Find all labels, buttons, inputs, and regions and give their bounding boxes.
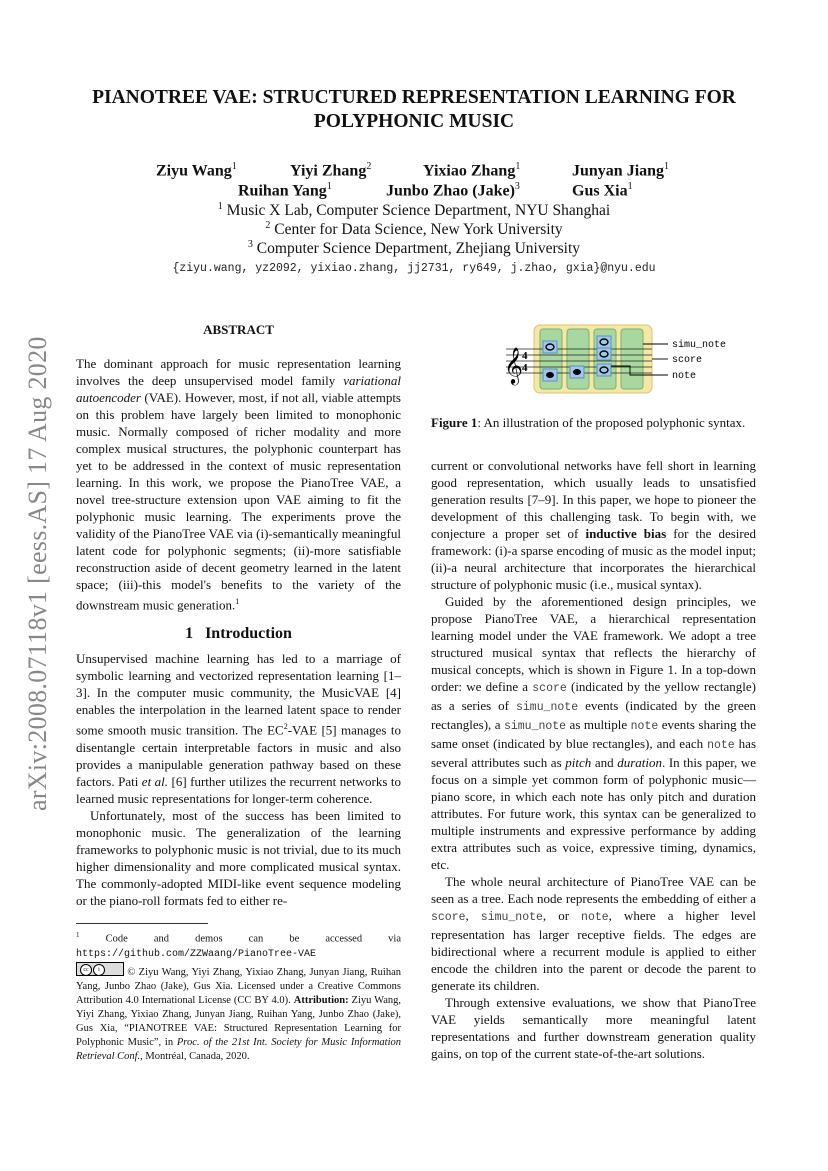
author: Gus Xia$^1$ [572, 181, 633, 200]
note-rect [597, 336, 611, 348]
cc-by-badge [76, 962, 124, 976]
right-paragraph-2: Guided by the aforementioned design principles, we propose PianoTree VAE, a hierarchical representation learning model under the VAE framework. We adopt a tree structured musical syntax that reflects the hierarchy of musical concepts, which is shown in Figure 1. In a top-down order: we define a score (indicated by the yellow rectangle) as a series of simu_note events (indicated by the green rectangles), a simu_note as multiple note events sharing the same onset (indicated by blue rectangles), and each note has several attributes such as pitch and duration. In this paper, we focus on a simple yet common form of polyphonic music—piano score, in which each note has only pitch and duration attributes. For future work, this syntax can be generalized to multiple instruments and expressive performance by adding extra attributes such as voice, expressive timing, dynamics, etc. [431, 594, 757, 872]
note-rect [597, 364, 611, 376]
treble-clef-icon: 𝄞 [504, 346, 523, 384]
score-label: score [672, 355, 703, 366]
footnote-rule [76, 923, 208, 924]
intro-paragraph-2: Unfortunately, most of the success has been limited to monophonic music. The generalization of the learning frameworks to polyphonic music is not trivial, due to its much higher dimensionality and more complicated musical syntax. The commonly-adopted MIDI-like event sequence modeling or the piano-roll formats fed to either re- [76, 807, 401, 908]
time-signature-bottom: 4 [522, 362, 528, 374]
title-line-1: PIANOTREE VAE: STRUCTURED REPRESENTATION LEARNING FOR [92, 87, 736, 108]
simu-note-label: simu_note [672, 340, 727, 351]
figure-caption: Figure 1: An illustration of the proposed polyphonic syntax. [431, 415, 746, 430]
time-signature-top: 4 [522, 350, 528, 362]
note-rect [597, 348, 611, 360]
license-block: cc i © Ziyu Wang, Yiyi Zhang, Yixiao Zhang, Junyan Jiang, Ruihan Yang, Junbo Zhao (Jake), Gus Xia. Licensed under a Creative Commons Attribution 4.0 International License (CC BY 4.0). Attribution: Ziyu Wang, Yiyi Zhang, Yixiao Zhang, Junyan Jiang, Ruihan Yang, Junbo Zhao (Jake), Gus Xia, “PIANOTREE VAE: Structured Representation Learning for Polyphonic Music”, in Proc. of the 21st Int. Society for Music Information Retrieval Conf., Montréal, Canada, 2020. [76, 962, 401, 1064]
cc-icon: cc [80, 964, 92, 976]
note-label: note [672, 371, 697, 382]
author: Yiyi Zhang$^2$ [290, 161, 372, 180]
author: Junyan Jiang$^1$ [572, 161, 670, 180]
right-paragraph-3: The whole neural architecture of PianoTree VAE can be seen as a tree. Each node represents the embedding of either a score, simu_note, or note, where a higher level representation has larger receptive fields. The edges are bidirectional where a recurrent module is applied to either encode the children into the parent or decode the parent to generate its children. [431, 874, 756, 993]
simu-note-rect [621, 329, 643, 389]
affiliation: $^2$ Center for Data Science, New York University [265, 220, 563, 239]
polyphonic-syntax-diagram [500, 322, 760, 402]
right-paragraph-1: current or convolutional networks have fell short in learning good representation, which usually leads to unsatisfied generation results [7–9]. In this paper, we hope to pioneer the development of this challenging task. To begin with, we conjecture a proper set of inductive bias for the desired framework: (i)-a sparse encoding of music as the model input; (ii)-a neural architecture that incorporates the hierarchical structure of polyphonic music (i.e., musical syntax). [431, 458, 757, 592]
footnote: $^1$ Code and demos can be accessed via https://github.com/ZZWaang/PianoTree-VAE [76, 931, 401, 960]
author: Ziyu Wang$^1$ [156, 161, 237, 180]
simu-note-rect [567, 329, 589, 389]
left-column [76, 321, 401, 909]
figure-1 [500, 322, 760, 402]
abstract-text: The dominant approach for music representation learning involves the deep unsupervised model family variational autoencoder (VAE). However, most, if not all, viable attempts on this problem have largely been limited to monophonic music. Normally composed of richer modality and more complex musical structures, the polyphonic counterpart has yet to be addressed in the context of music representation learning. In this work, we propose the PianoTree VAE, a novel tree-structure extension upon VAE aiming to fit the polyphonic music learning. The experiments prove the validity of the PianoTree VAE via (i)-semantically meaningful latent code for polyphonic segments; (ii)-more satisfiable reconstruction aside of decent geometry learned in the latent space; (iii)-this model's benefits to the variety of the downstream music generation.$^1$ [76, 356, 401, 613]
author: Yixiao Zhang$^1$ [423, 161, 521, 180]
author: Junbo Zhao (Jake)$^3$ [386, 181, 520, 200]
intro-paragraph-1: Unsupervised machine learning has led to a marriage of symbolic learning and vectorized representation learning [1–3]. In the computer music community, the MusicVAE [4] enables the interpolation in the learned latent space to render some smooth music transition. The $EC^2$-VAE [5] manages to disentangle certain interpretable factors in music and also provides a manipulable generation pathway based on these factors. Pati et al. [6] further utilizes the recurrent networks to learned music representations for longer-term coherence. [76, 651, 402, 806]
by-icon: i [93, 964, 105, 976]
author: Ruihan Yang$^1$ [238, 181, 332, 200]
affiliation: $^1$ Music X Lab, Computer Science Department, NYU Shanghai [217, 201, 611, 220]
author-emails: {ziyu.wang, yz2092, yixiao.zhang, jj2731, ry649, j.zhao, gxia}@nyu.edu [172, 262, 656, 275]
right-column [431, 457, 756, 1062]
right-paragraph-4: Through extensive evaluations, we show that PianoTree VAE yields semantically more meaningful latent representations and further downstream generation quality gains, on top of the current state-of-the-art solutions. [431, 995, 756, 1061]
arxiv-stamp: arXiv:2008.07118v1 [eess.AS] 17 Aug 2020 [23, 336, 52, 811]
abstract-heading: ABSTRACT [203, 322, 274, 337]
repo-link[interactable]: https://github.com/ZZWaang/PianoTree-VAE [76, 948, 317, 960]
section-heading-introduction: 1 Introduction [185, 625, 292, 643]
note-rect [543, 341, 557, 353]
paper-title [60, 86, 768, 134]
title-line-2: POLYPHONIC MUSIC [313, 111, 515, 132]
affiliation: $^3$ Computer Science Department, Zhejiang University [247, 239, 581, 258]
